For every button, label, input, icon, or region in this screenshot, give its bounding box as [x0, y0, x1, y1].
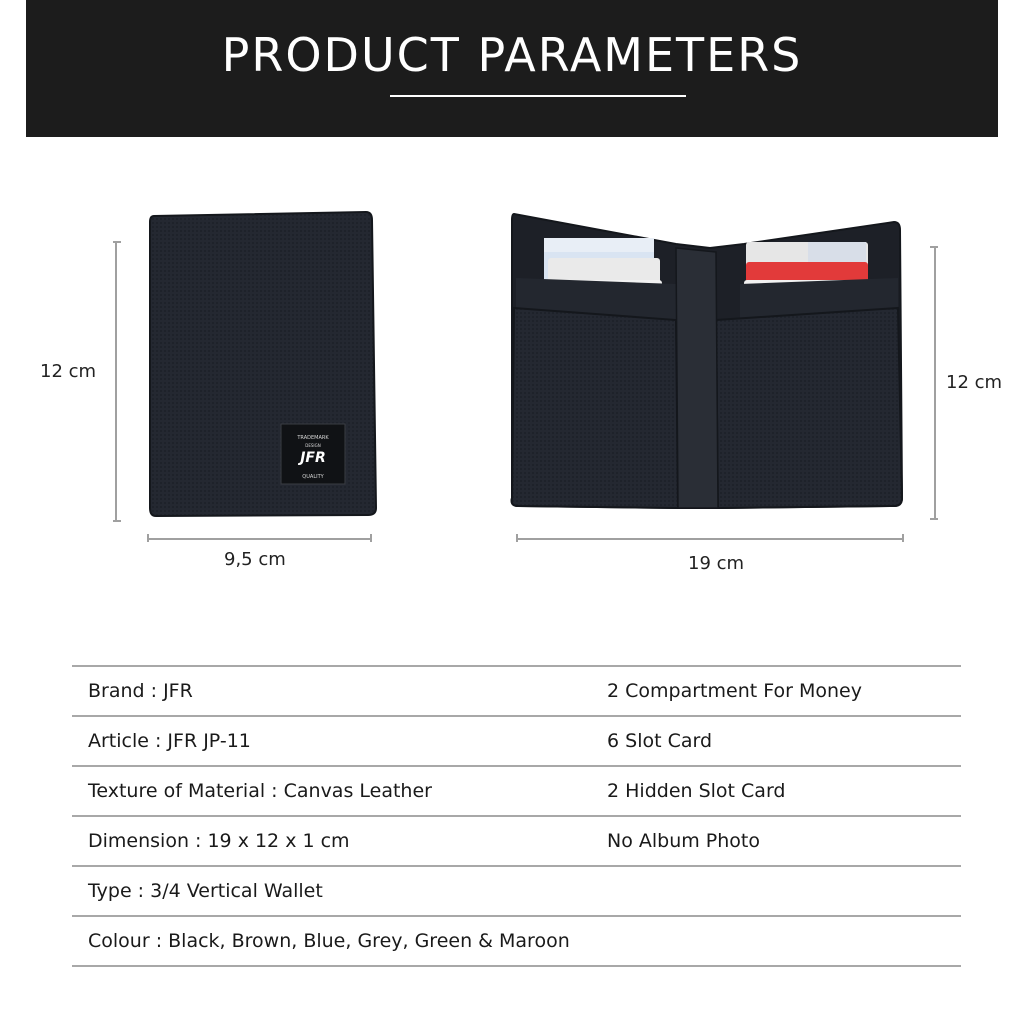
title-underline — [390, 95, 686, 97]
table-row — [72, 865, 961, 915]
table-row — [72, 815, 961, 865]
open-height-tick-bottom — [930, 518, 938, 520]
closed-width-label: 9,5 cm — [224, 549, 286, 570]
spec-material: Texture of Material : Canvas Leather — [88, 780, 432, 802]
open-width-label: 19 cm — [688, 553, 745, 574]
spec-type: Type : 3/4 Vertical Wallet — [88, 880, 323, 902]
open-width-tick-right — [902, 534, 904, 542]
closed-width-tick-right — [370, 534, 372, 542]
spec-hidden-slots: 2 Hidden Slot Card — [607, 780, 786, 802]
table-row — [72, 765, 961, 815]
closed-height-line — [115, 241, 117, 522]
spec-compartments: 2 Compartment For Money — [607, 680, 862, 702]
closed-height-tick-top — [113, 241, 121, 243]
spec-dimension: Dimension : 19 x 12 x 1 cm — [88, 830, 350, 852]
table-row — [72, 665, 961, 715]
open-width-tick-left — [516, 534, 518, 542]
patch-trademark-text: TRADEMARK — [297, 435, 329, 441]
table-row — [72, 715, 961, 765]
table-row — [72, 915, 961, 967]
closed-height-label: 12 cm — [40, 361, 97, 382]
page-title: PRODUCT PARAMETERS — [221, 28, 803, 82]
patch-quality-text: QUALITY — [302, 474, 324, 480]
header-banner — [26, 0, 998, 137]
spec-article: Article : JFR JP-11 — [88, 730, 251, 752]
closed-height-tick-bottom — [113, 520, 121, 522]
open-wallet-image — [508, 208, 908, 513]
closed-wallet-image — [148, 210, 378, 520]
closed-width-line — [148, 538, 372, 540]
open-height-label: 12 cm — [946, 372, 1003, 393]
spec-colour: Colour : Black, Brown, Blue, Grey, Green & Maroon — [88, 930, 570, 952]
spec-card-slots: 6 Slot Card — [607, 730, 713, 752]
patch-design-text: DESIGN — [305, 443, 321, 448]
brand-patch — [281, 424, 345, 484]
spec-album-photo: No Album Photo — [607, 830, 761, 852]
open-height-tick-top — [930, 246, 938, 248]
patch-logo-text: JFR — [300, 450, 326, 466]
spec-table — [72, 665, 961, 967]
open-height-line — [934, 246, 936, 520]
spec-brand: Brand : JFR — [88, 680, 193, 702]
open-width-line — [516, 538, 904, 540]
closed-width-tick-left — [147, 534, 149, 542]
